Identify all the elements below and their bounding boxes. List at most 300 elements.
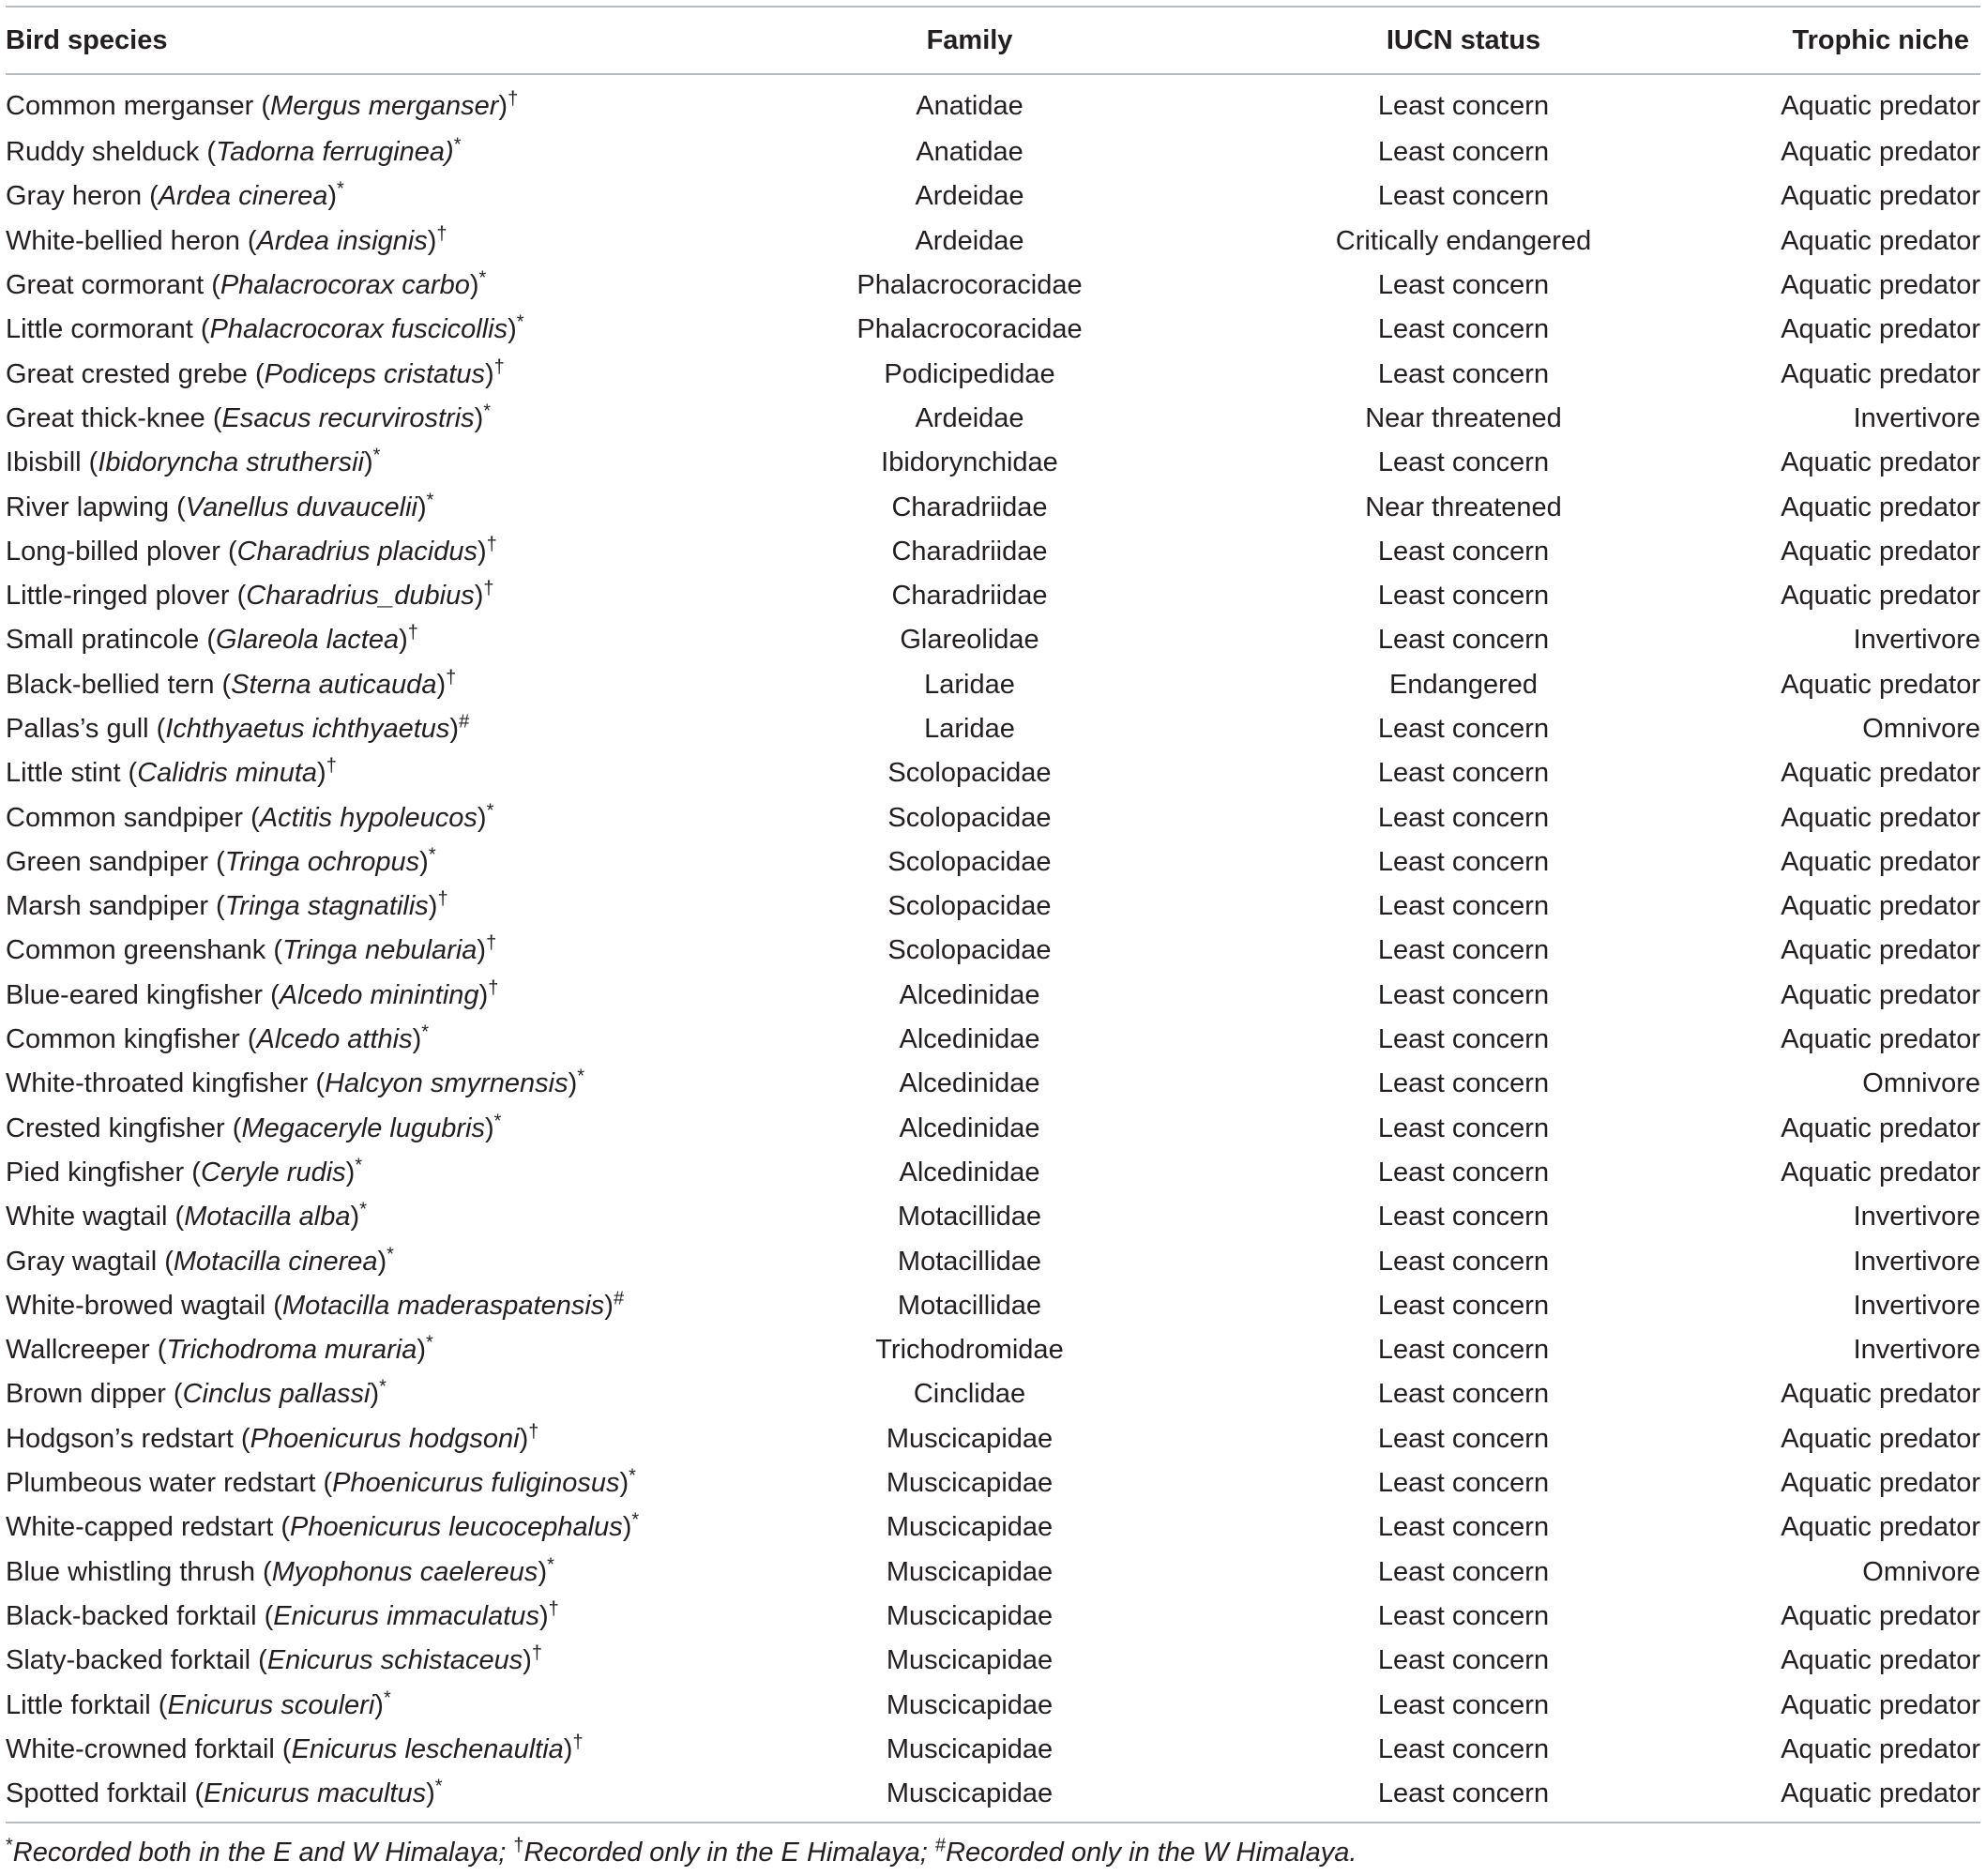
- cell-bird-species: White-capped redstart (Phoenicurus leucocephalus)*: [6, 1509, 640, 1543]
- cell-trophic-niche: Aquatic predator: [1781, 1157, 1980, 1188]
- common-name: Little stint: [6, 758, 121, 789]
- cell-trophic-niche: Aquatic predator: [1781, 1600, 1980, 1631]
- scientific-name: Phoenicurus fuliginosus: [332, 1468, 620, 1499]
- scientific-name: Trichodroma muraria: [166, 1335, 417, 1366]
- region-mark: †: [508, 88, 519, 110]
- cell-bird-species: Gray heron (Ardea cinerea)*: [6, 178, 344, 212]
- cell-bird-species: Marsh sandpiper (Tringa stagnatilis)†: [6, 888, 448, 922]
- table-row: [6, 74, 1980, 130]
- table-row: [6, 1195, 1980, 1239]
- cell-iucn-status: Least concern: [1377, 846, 1550, 877]
- common-name: Marsh sandpiper: [6, 891, 208, 922]
- region-mark: †: [326, 755, 337, 777]
- common-name: Great thick-knee: [6, 402, 205, 433]
- scientific-name: Vanellus duvaucelii: [185, 492, 417, 522]
- region-mark: †: [437, 888, 448, 910]
- common-name: White wagtail: [6, 1202, 168, 1233]
- scientific-name: Charadrius placidus: [236, 536, 478, 567]
- cell-family: Muscicapidae: [886, 1689, 1054, 1720]
- region-mark: *: [516, 311, 524, 333]
- cell-iucn-status: Least concern: [1377, 714, 1550, 744]
- common-name: Blue whistling thrush: [6, 1556, 255, 1587]
- common-name: Great cormorant: [6, 270, 205, 301]
- cell-iucn-status: Near threatened: [1365, 402, 1562, 433]
- footnote-hash-text: Recorded only in the W Himalaya.: [946, 1838, 1357, 1868]
- region-mark: †: [488, 977, 499, 999]
- cell-trophic-niche: Aquatic predator: [1781, 447, 1980, 478]
- cell-family: Ardeidae: [915, 225, 1024, 256]
- table-row: [6, 485, 1980, 529]
- cell-trophic-niche: Aquatic predator: [1781, 225, 1980, 256]
- cell-bird-species: Pallas’s gull (Ichthyaetus ichthyaetus)#: [6, 711, 470, 744]
- common-name: Gray wagtail: [6, 1246, 158, 1277]
- cell-iucn-status: Least concern: [1377, 137, 1550, 168]
- cell-bird-species: Gray wagtail (Motacilla cinerea)*: [6, 1243, 394, 1277]
- cell-trophic-niche: Aquatic predator: [1781, 536, 1980, 567]
- cell-bird-species: Black-backed forktail (Enicurus immaculatus)†: [6, 1598, 559, 1631]
- common-name: Common merganser: [6, 91, 254, 121]
- cell-trophic-niche: Aquatic predator: [1781, 846, 1980, 877]
- cell-iucn-status: Least concern: [1377, 1157, 1550, 1188]
- cell-family: Trichodromidae: [875, 1335, 1064, 1366]
- table-footnote: [6, 1837, 1980, 1869]
- cell-family: Scolopacidae: [887, 758, 1052, 789]
- cell-trophic-niche: Aquatic predator: [1781, 1423, 1980, 1454]
- cell-iucn-status: Least concern: [1377, 581, 1550, 612]
- cell-iucn-status: Least concern: [1377, 891, 1550, 922]
- cell-family: Ardeidae: [915, 402, 1024, 433]
- common-name: Small pratincole: [6, 625, 200, 656]
- region-mark: *: [337, 178, 344, 200]
- common-name: White-browed wagtail: [6, 1290, 266, 1321]
- scientific-name: Esacus recurvirostris: [221, 402, 475, 433]
- scientific-name: Motacilla cinerea: [173, 1246, 378, 1277]
- cell-trophic-niche: Omnivore: [1862, 1556, 1980, 1587]
- region-mark: *: [453, 134, 462, 156]
- cell-family: Laridae: [924, 714, 1015, 744]
- table-row: [6, 929, 1980, 973]
- cell-trophic-niche: Aquatic predator: [1781, 358, 1980, 389]
- scientific-name: Sterna auticauda: [231, 669, 437, 700]
- region-mark: †: [548, 1598, 559, 1620]
- scientific-name: Enicurus leschenaultia: [291, 1733, 564, 1764]
- scientific-name: Alcedo mininting: [279, 979, 479, 1010]
- cell-trophic-niche: Invertivore: [1853, 625, 1980, 656]
- table-row: [6, 1107, 1980, 1151]
- region-mark: *: [577, 1066, 585, 1087]
- region-mark: #: [459, 711, 470, 733]
- cell-iucn-status: Least concern: [1377, 1379, 1550, 1410]
- table-row: [6, 1683, 1980, 1727]
- cell-family: Phalacrocoracidae: [857, 270, 1083, 301]
- cell-trophic-niche: Aquatic predator: [1781, 91, 1980, 121]
- region-mark: †: [486, 932, 497, 954]
- table-row: [6, 174, 1980, 219]
- common-name: Green sandpiper: [6, 846, 209, 877]
- cell-bird-species: Blue-eared kingfisher (Alcedo mininting)†: [6, 977, 499, 1010]
- cell-iucn-status: Least concern: [1377, 625, 1550, 656]
- scientific-name: Tadorna ferruginea): [216, 137, 454, 168]
- table-row: [6, 264, 1980, 308]
- cell-bird-species: White-crowned forktail (Enicurus leschenaultia)†: [6, 1732, 584, 1764]
- region-mark: *: [631, 1509, 640, 1531]
- cell-iucn-status: Near threatened: [1365, 492, 1562, 522]
- cell-trophic-niche: Aquatic predator: [1781, 492, 1980, 522]
- common-name: Hodgson’s redstart: [6, 1423, 234, 1454]
- cell-trophic-niche: Aquatic predator: [1781, 270, 1980, 301]
- table-row: [6, 1505, 1980, 1550]
- cell-family: Laridae: [924, 669, 1015, 700]
- table-row: [6, 1772, 1980, 1823]
- table-header: [6, 7, 1980, 74]
- common-name: Wallcreeper: [6, 1335, 150, 1366]
- cell-family: Muscicapidae: [886, 1600, 1054, 1631]
- cell-family: Alcedinidae: [899, 1112, 1040, 1143]
- common-name: Little forktail: [6, 1689, 151, 1720]
- cell-trophic-niche: Aquatic predator: [1781, 1645, 1980, 1676]
- cell-trophic-niche: Omnivore: [1862, 714, 1980, 744]
- common-name: Blue-eared kingfisher: [6, 979, 264, 1010]
- cell-family: Charadriidae: [891, 492, 1048, 522]
- cell-bird-species: Brown dipper (Cinclus pallassi)*: [6, 1376, 387, 1410]
- cell-bird-species: Common kingfisher (Alcedo atthis)*: [6, 1021, 430, 1055]
- region-mark: *: [493, 1111, 502, 1132]
- common-name: White-capped redstart: [6, 1512, 274, 1543]
- cell-bird-species: River lapwing (Vanellus duvaucelii)*: [6, 489, 434, 522]
- scientific-name: Actitis hypoleucos: [259, 802, 478, 833]
- cell-iucn-status: Least concern: [1377, 1733, 1550, 1764]
- cell-iucn-status: Least concern: [1377, 1778, 1550, 1809]
- cell-trophic-niche: Aquatic predator: [1781, 137, 1980, 168]
- common-name: White-crowned forktail: [6, 1733, 275, 1764]
- common-name: Little cormorant: [6, 314, 193, 345]
- common-name: Ruddy shelduck: [6, 137, 200, 168]
- common-name: Black-bellied tern: [6, 669, 215, 700]
- cell-bird-species: Small pratincole (Glareola lactea)†: [6, 622, 418, 656]
- cell-family: Ardeidae: [915, 181, 1024, 212]
- table-row: [6, 1151, 1980, 1195]
- scientific-name: Podiceps cristatus: [264, 358, 485, 389]
- cell-trophic-niche: Aquatic predator: [1781, 669, 1980, 700]
- cell-bird-species: Hodgson’s redstart (Phoenicurus hodgsoni)†: [6, 1421, 539, 1454]
- cell-family: Anatidae: [916, 91, 1023, 121]
- cell-bird-species: Blue whistling thrush (Myophonus caelereus)*: [6, 1553, 554, 1587]
- cell-bird-species: Little forktail (Enicurus scouleri)*: [6, 1687, 391, 1720]
- cell-family: Alcedinidae: [899, 1024, 1040, 1055]
- cell-family: Anatidae: [916, 137, 1023, 168]
- region-mark: †: [531, 1642, 543, 1664]
- cell-trophic-niche: Aquatic predator: [1781, 1689, 1980, 1720]
- scientific-name: Glareola lactea: [216, 625, 400, 656]
- table-row: [6, 352, 1980, 396]
- cell-iucn-status: Least concern: [1377, 1645, 1550, 1676]
- cell-bird-species: Common sandpiper (Actitis hypoleucos)*: [6, 799, 494, 833]
- cell-iucn-status: Least concern: [1377, 1068, 1550, 1099]
- scientific-name: Phoenicurus leucocephalus: [290, 1512, 623, 1543]
- common-name: Common kingfisher: [6, 1024, 240, 1055]
- cell-iucn-status: Critically endangered: [1335, 225, 1592, 256]
- cell-family: Alcedinidae: [899, 1157, 1040, 1188]
- cell-iucn-status: Least concern: [1377, 1556, 1550, 1587]
- cell-iucn-status: Least concern: [1377, 1290, 1550, 1321]
- cell-bird-species: Slaty-backed forktail (Enicurus schistaceus)†: [6, 1642, 543, 1676]
- scientific-name: Ichthyaetus ichthyaetus: [165, 714, 450, 744]
- cell-bird-species: Ruddy shelduck (Tadorna ferruginea)*: [6, 134, 462, 168]
- common-name: Common greenshank: [6, 935, 266, 966]
- cell-family: Charadriidae: [891, 581, 1048, 612]
- cell-family: Cinclidae: [913, 1379, 1026, 1410]
- cell-iucn-status: Least concern: [1377, 91, 1550, 121]
- region-mark: *: [478, 267, 487, 289]
- common-name: Slaty-backed forktail: [6, 1645, 251, 1676]
- table-row: [6, 1639, 1980, 1683]
- cell-family: Glareolidae: [900, 625, 1039, 656]
- table-row: [6, 1239, 1980, 1283]
- scientific-name: Ardea insignis: [256, 225, 428, 256]
- region-mark: *: [428, 844, 436, 866]
- scientific-name: Tringa nebularia: [281, 935, 478, 966]
- region-mark: †: [446, 667, 457, 688]
- scientific-name: Enicurus macultus: [204, 1778, 427, 1809]
- cell-family: Motacillidae: [897, 1202, 1042, 1233]
- scientific-name: Myophonus caelereus: [271, 1556, 538, 1587]
- common-name: White-bellied heron: [6, 225, 240, 256]
- cell-family: Charadriidae: [891, 536, 1048, 567]
- common-name: White-throated kingfisher: [6, 1068, 309, 1099]
- cell-trophic-niche: Invertivore: [1853, 1290, 1980, 1321]
- cell-bird-species: Long-billed plover (Charadrius placidus)†: [6, 534, 497, 567]
- region-mark: *: [629, 1465, 636, 1487]
- cell-family: Muscicapidae: [886, 1645, 1054, 1676]
- footnote-hash-mark: #: [934, 1835, 947, 1856]
- cell-trophic-niche: Invertivore: [1853, 1246, 1980, 1277]
- cell-trophic-niche: Aquatic predator: [1781, 1379, 1980, 1410]
- common-name: Great crested grebe: [6, 358, 248, 389]
- cell-iucn-status: Least concern: [1377, 314, 1550, 345]
- table-row: [6, 795, 1980, 840]
- scientific-name: Enicurus scouleri: [167, 1689, 375, 1720]
- cell-family: Scolopacidae: [887, 891, 1052, 922]
- scientific-name: Motacilla alba: [184, 1202, 351, 1233]
- scientific-name: Tringa stagnatilis: [224, 891, 429, 922]
- cell-family: Muscicapidae: [886, 1423, 1054, 1454]
- common-name: Plumbeous water redstart: [6, 1468, 316, 1499]
- header-trophic-niche: Trophic niche: [1792, 24, 1969, 55]
- scientific-name: Alcedo atthis: [256, 1024, 413, 1055]
- cell-trophic-niche: Aquatic predator: [1781, 758, 1980, 789]
- common-name: River lapwing: [6, 492, 170, 522]
- common-name: Crested kingfisher: [6, 1112, 225, 1143]
- common-name: Little-ringed plover: [6, 581, 230, 612]
- scientific-name: Cinclus pallassi: [182, 1379, 371, 1410]
- region-mark: †: [436, 223, 447, 245]
- table-row: [6, 219, 1980, 264]
- region-mark: †: [572, 1732, 584, 1753]
- region-mark: †: [483, 578, 494, 599]
- cell-trophic-niche: Aquatic predator: [1781, 1778, 1980, 1809]
- region-mark: *: [483, 401, 492, 422]
- cell-iucn-status: Least concern: [1377, 1468, 1550, 1499]
- table-row: [6, 130, 1980, 174]
- table-row: [6, 840, 1980, 885]
- cell-trophic-niche: Aquatic predator: [1781, 1112, 1980, 1143]
- cell-iucn-status: Least concern: [1377, 181, 1550, 212]
- cell-bird-species: Common greenshank (Tringa nebularia)†: [6, 932, 497, 966]
- cell-iucn-status: Least concern: [1377, 447, 1550, 478]
- table-row: [6, 308, 1980, 352]
- table-row: [6, 663, 1980, 707]
- footnote-dagger-text: Recorded only in the E Himalaya;: [523, 1838, 935, 1868]
- cell-iucn-status: Least concern: [1377, 536, 1550, 567]
- table-row: [6, 397, 1980, 441]
- table-row: [6, 974, 1980, 1018]
- common-name: Long-billed plover: [6, 536, 220, 567]
- cell-bird-species: Great crested grebe (Podiceps cristatus)†: [6, 356, 505, 389]
- scientific-name: Ardea cinerea: [158, 181, 328, 212]
- cell-iucn-status: Least concern: [1377, 1246, 1550, 1277]
- table-row: [6, 707, 1980, 751]
- scientific-name: Phalacrocorax carbo: [220, 270, 470, 301]
- scientific-name: Motacilla maderaspatensis: [281, 1290, 605, 1321]
- header-row: [6, 7, 1980, 74]
- common-name: Spotted forktail: [6, 1778, 188, 1809]
- cell-trophic-niche: Aquatic predator: [1781, 979, 1980, 1010]
- cell-iucn-status: Least concern: [1377, 758, 1550, 789]
- table-row: [6, 1728, 1980, 1772]
- cell-family: Motacillidae: [897, 1246, 1042, 1277]
- cell-iucn-status: Least concern: [1377, 1335, 1550, 1366]
- common-name: Common sandpiper: [6, 802, 244, 833]
- table-row: [6, 1018, 1980, 1062]
- cell-bird-species: White-throated kingfisher (Halcyon smyrnensis)*: [6, 1066, 585, 1099]
- region-mark: *: [355, 1155, 363, 1176]
- table-row: [6, 1062, 1980, 1106]
- region-mark: *: [421, 1021, 430, 1043]
- cell-trophic-niche: Invertivore: [1853, 402, 1980, 433]
- cell-iucn-status: Least concern: [1377, 979, 1550, 1010]
- cell-trophic-niche: Aquatic predator: [1781, 181, 1980, 212]
- region-mark: *: [379, 1376, 387, 1398]
- cell-family: Alcedinidae: [899, 1068, 1040, 1099]
- cell-iucn-status: Least concern: [1377, 802, 1550, 833]
- cell-bird-species: Plumbeous water redstart (Phoenicurus fuliginosus)*: [6, 1465, 636, 1499]
- scientific-name: Halcyon smyrnensis: [325, 1068, 569, 1099]
- region-mark: *: [434, 1776, 443, 1797]
- cell-iucn-status: Least concern: [1377, 1512, 1550, 1543]
- header-bird-species: Bird species: [6, 24, 168, 55]
- region-mark: †: [407, 622, 418, 643]
- region-mark: *: [387, 1243, 394, 1264]
- cell-family: Scolopacidae: [887, 846, 1052, 877]
- cell-bird-species: Crested kingfisher (Megaceryle lugubris)*: [6, 1111, 502, 1143]
- cell-bird-species: Spotted forktail (Enicurus macultus)*: [6, 1776, 443, 1809]
- cell-bird-species: White-browed wagtail (Motacilla maderaspatensis)#: [6, 1288, 625, 1321]
- scientific-name: Charadrius_dubius: [246, 581, 475, 612]
- cell-bird-species: Black-bellied tern (Sterna auticauda)†: [6, 667, 457, 700]
- header-family: Family: [926, 24, 1013, 55]
- footnote-star-mark: *: [6, 1835, 13, 1856]
- header-iucn-status: IUCN status: [1386, 24, 1541, 55]
- cell-family: Podicipedidae: [884, 358, 1055, 389]
- common-name: Ibisbill: [6, 447, 82, 478]
- region-mark: *: [426, 489, 434, 510]
- cell-bird-species: White wagtail (Motacilla alba)*: [6, 1199, 367, 1233]
- cell-iucn-status: Least concern: [1377, 1689, 1550, 1720]
- table-row: [6, 574, 1980, 618]
- scientific-name: Ceryle rudis: [200, 1157, 346, 1188]
- scientific-name: Mergus merganser: [270, 91, 499, 121]
- cell-iucn-status: Least concern: [1377, 270, 1550, 301]
- cell-trophic-niche: Aquatic predator: [1781, 1733, 1980, 1764]
- cell-iucn-status: Least concern: [1377, 1202, 1550, 1233]
- cell-trophic-niche: Invertivore: [1853, 1202, 1980, 1233]
- table-row: [6, 1595, 1980, 1639]
- table-row: [6, 1551, 1980, 1595]
- common-name: Gray heron: [6, 181, 143, 212]
- table-row: [6, 530, 1980, 574]
- region-mark: *: [383, 1687, 391, 1708]
- scientific-name: Calidris minuta: [137, 758, 318, 789]
- table-row: [6, 885, 1980, 929]
- cell-family: Scolopacidae: [887, 802, 1052, 833]
- cell-family: Scolopacidae: [887, 935, 1052, 966]
- scientific-name: Tringa ochropus: [224, 846, 420, 877]
- table-row: [6, 1461, 1980, 1505]
- cell-family: Motacillidae: [897, 1290, 1042, 1321]
- common-name: Pied kingfisher: [6, 1157, 185, 1188]
- cell-trophic-niche: Aquatic predator: [1781, 891, 1980, 922]
- cell-iucn-status: Endangered: [1388, 669, 1539, 700]
- table-row: [6, 441, 1980, 485]
- cell-iucn-status: Least concern: [1377, 1600, 1550, 1631]
- scientific-name: Enicurus immaculatus: [273, 1600, 539, 1631]
- region-mark: *: [359, 1199, 367, 1220]
- cell-bird-species: Common merganser (Mergus merganser)†: [6, 88, 519, 121]
- region-mark: †: [486, 534, 497, 555]
- cell-trophic-niche: Omnivore: [1862, 1068, 1980, 1099]
- region-mark: *: [547, 1553, 554, 1575]
- cell-bird-species: Great cormorant (Phalacrocorax carbo)*: [6, 267, 487, 301]
- cell-iucn-status: Least concern: [1377, 1112, 1550, 1143]
- scientific-name: Megaceryle lugubris: [241, 1112, 485, 1143]
- cell-bird-species: Little stint (Calidris minuta)†: [6, 755, 337, 789]
- common-name: Black-backed forktail: [6, 1600, 257, 1631]
- cell-bird-species: Little cormorant (Phalacrocorax fuscicollis)*: [6, 311, 524, 345]
- cell-iucn-status: Least concern: [1377, 935, 1550, 966]
- scientific-name: Phoenicurus hodgsoni: [250, 1423, 520, 1454]
- region-mark: *: [426, 1332, 433, 1354]
- cell-trophic-niche: Aquatic predator: [1781, 1468, 1980, 1499]
- cell-trophic-niche: Aquatic predator: [1781, 1024, 1980, 1055]
- scientific-name: Enicurus schistaceus: [266, 1645, 523, 1676]
- table-row: [6, 1328, 1980, 1372]
- table-row: [6, 1284, 1980, 1328]
- region-mark: †: [493, 356, 505, 377]
- region-mark: #: [613, 1288, 625, 1309]
- cell-bird-species: Green sandpiper (Tringa ochropus)*: [6, 844, 436, 877]
- cell-family: Muscicapidae: [886, 1468, 1054, 1499]
- table-row: [6, 751, 1980, 795]
- cell-bird-species: Ibisbill (Ibidoryncha struthersii)*: [6, 445, 381, 478]
- table-row: [6, 618, 1980, 662]
- footnote-star-text: Recorded both in the E and W Himalaya;: [12, 1838, 514, 1868]
- region-mark: *: [372, 445, 381, 466]
- cell-family: Muscicapidae: [886, 1733, 1054, 1764]
- table-row: [6, 1372, 1980, 1416]
- common-name: Brown dipper: [6, 1379, 166, 1410]
- cell-family: Muscicapidae: [886, 1512, 1054, 1543]
- footnote-dagger-mark: †: [513, 1835, 524, 1856]
